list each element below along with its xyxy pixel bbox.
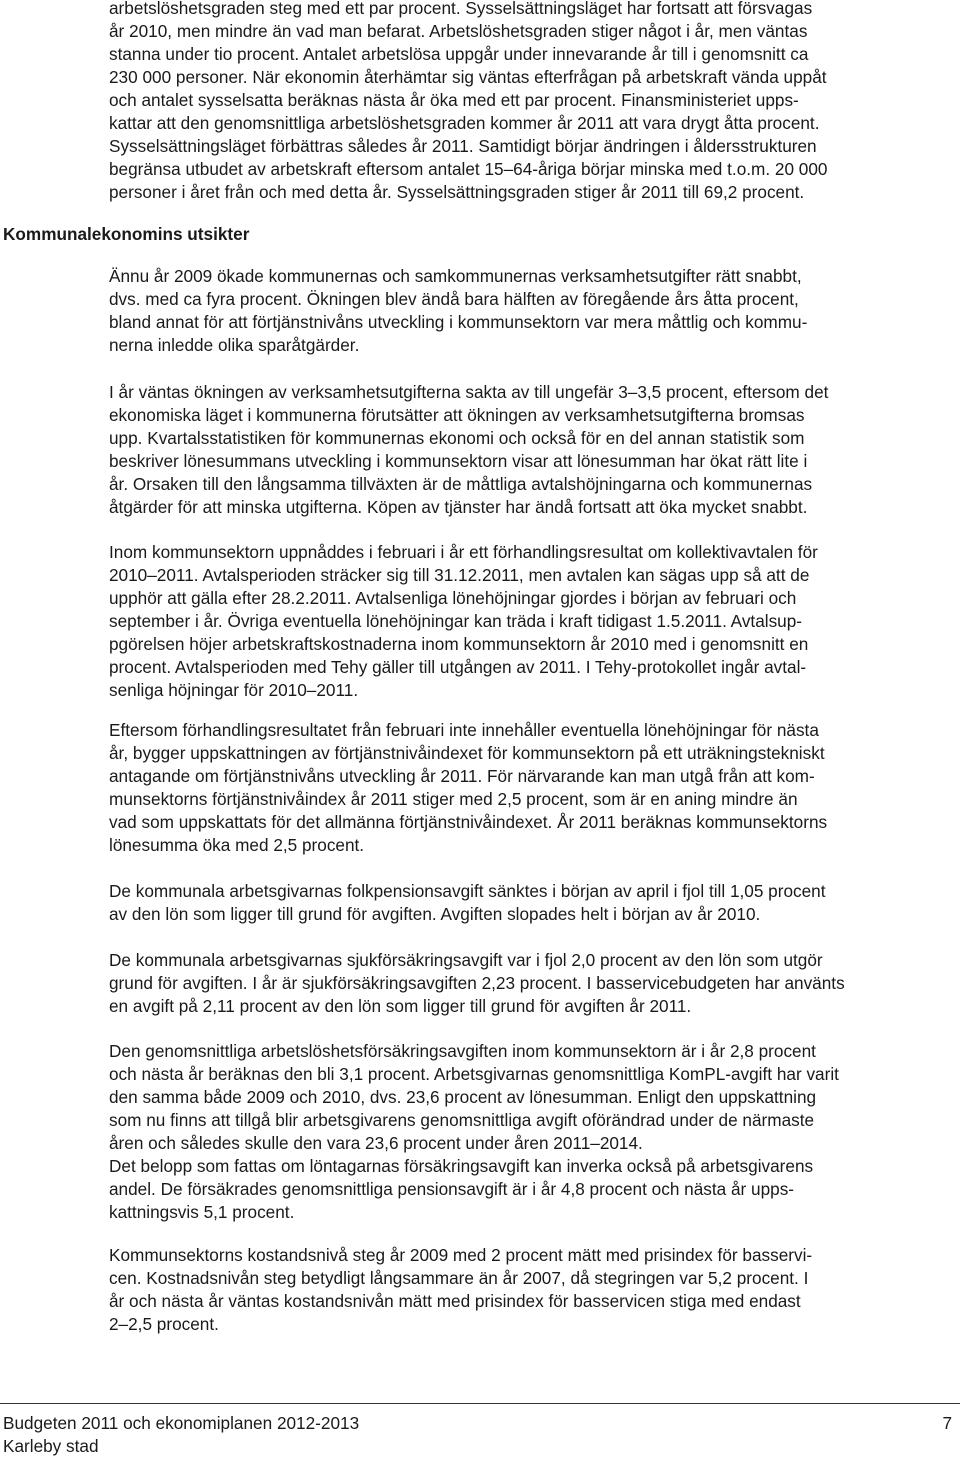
text-line: som nu finns att tillgå blir arbetsgivarens genomsnittliga avgift oförändrad under de närmaste xyxy=(109,1110,815,1130)
text-line: upphör att gälla efter 28.2.2011. Avtalsenliga lönehöjningar gjordes i början av februari och xyxy=(109,588,797,608)
text-line: senliga höjningar för 2010–2011. xyxy=(109,680,359,700)
footer-divider xyxy=(0,1403,960,1404)
paragraph-1 xyxy=(109,265,955,357)
text-line: ekonomiska läget i kommunerna förutsätter att ökningen av verksamhetsutgifterna bromsas xyxy=(109,405,805,425)
text-line: De kommunala arbetsgivarnas folkpensionsavgift sänktes i början av april i fjol till 1,05 procent xyxy=(109,881,826,901)
footer-org: Karleby stad xyxy=(3,1436,99,1456)
text-line: åtgärder för att minska utgifterna. Köpen av tjänster har ändå fortsatt att öka mycket snabbt. xyxy=(109,497,808,517)
text-line: Sysselsättningsläget förbättras således år 2011. Samtidigt börjar ändringen i åldersstrukturen xyxy=(109,136,817,156)
text-line: av den lön som ligger till grund för avgiften. Avgiften slopades helt i början av år 2010. xyxy=(109,904,761,924)
text-line: grund för avgiften. I år är sjukförsäkringsavgiften 2,23 procent. I basservicebudgeten har använts xyxy=(109,973,845,993)
text-line: år, bygger uppskattningen av förtjänstnivåindexet för kommunsektorn på ett uträkningstekniskt xyxy=(109,743,825,763)
text-line: och nästa år beräknas den bli 3,1 procent. Arbetsgivarnas genomsnittliga KomPL-avgift har varit xyxy=(109,1064,839,1084)
text-line: Kommunsektorns kostandsnivå steg år 2009 med 2 procent mätt med prisindex för basservi- xyxy=(109,1245,813,1265)
paragraph-4 xyxy=(109,719,955,857)
text-line: antagande om förtjänstnivåns utveckling år 2011. För närvarande kan man utgå från att kom- xyxy=(109,766,815,786)
text-line: nerna inledde olika sparåtgärder. xyxy=(109,335,360,355)
text-line: munsektorns förtjänstnivåindex år 2011 stiger med 2,5 procent, som är en aning mindre än xyxy=(109,789,798,809)
text-line: pgörelsen höjer arbetskraftskostnaderna inom kommunsektorn år 2010 med i genomsnitt en xyxy=(109,634,809,654)
text-line: Ännu år 2009 ökade kommunernas och samkommunernas verksamhetsutgifter rätt snabbt, xyxy=(109,266,802,286)
text-line: lönesumma öka med 2,5 procent. xyxy=(109,835,365,855)
text-line: procent. Avtalsperioden med Tehy gäller till utgången av 2011. I Tehy-protokollet ingår avtal- xyxy=(109,657,807,677)
text-line: cen. Kostnadsnivån steg betydligt långsammare än år 2007, då stegringen var 5,2 procent. I xyxy=(109,1268,809,1288)
footer xyxy=(3,1412,359,1458)
page-number: 7 xyxy=(942,1413,952,1433)
paragraph-2 xyxy=(109,381,955,519)
text-line: dvs. med ca fyra procent. Ökningen blev ändå bara hälften av föregående års åtta procent, xyxy=(109,289,799,309)
text-line: arbetslöshetsgraden steg med ett par procent. Sysselsättningsläget har fortsatt att försvagas xyxy=(109,0,813,18)
text-line: 2010–2011. Avtalsperioden sträcker sig till 31.12.2011, men avtalen kan sägas upp så att de xyxy=(109,565,810,585)
text-line: upp. Kvartalsstatistiken för kommunernas ekonomi och också för en del annan statistik som xyxy=(109,428,805,448)
text-line: 2–2,5 procent. xyxy=(109,1314,219,1334)
text-line: stanna under tio procent. Antalet arbetslösa uppgår under innevarande år till i genomsnitt ca xyxy=(109,44,809,64)
text-line: andel. De försäkrades genomsnittliga pensionsavgift är i år 4,8 procent och nästa år upps- xyxy=(109,1179,795,1199)
text-line: 230 000 personer. När ekonomin återhämtar sig väntas efterfrågan på arbetskraft vända uppåt xyxy=(109,67,827,87)
text-line: vad som uppskattats för det allmänna förtjänstnivåindexet. År 2011 beräknas kommunsektorns xyxy=(109,812,828,832)
footer-title: Budgeten 2011 och ekonomiplanen 2012-2013 xyxy=(3,1413,360,1433)
text-line: år och nästa år väntas kostandsnivån mätt med prisindex för basservicen stiga med endast xyxy=(109,1291,801,1311)
text-line: kattar att den genomsnittliga arbetslöshetsgraden kommer år 2011 att vara drygt åtta procent. xyxy=(109,113,820,133)
text-line: och antalet sysselsatta beräknas nästa år öka med ett par procent. Finansministeriet upps- xyxy=(109,90,799,110)
paragraph-6 xyxy=(109,949,955,1018)
intro-paragraph xyxy=(109,0,955,204)
section-heading: Kommunalekonomins utsikter xyxy=(3,224,250,244)
text-line: den samma både 2009 och 2010, dvs. 23,6 procent av lönesumman. Enligt den uppskattning xyxy=(109,1087,817,1107)
text-line: I år väntas ökningen av verksamhetsutgifterna sakta av till ungefär 3–3,5 procent, eftersom det xyxy=(109,382,829,402)
text-line: Det belopp som fattas om löntagarnas försäkringsavgift kan inverka också på arbetsgivarens xyxy=(109,1156,814,1176)
text-line: en avgift på 2,11 procent av den lön som ligger till grund för avgiften år 2011. xyxy=(109,996,692,1016)
paragraph-5 xyxy=(109,880,955,926)
text-line: Den genomsnittliga arbetslöshetsförsäkringsavgiften inom kommunsektorn är i år 2,8 procent xyxy=(109,1041,816,1061)
text-line: år 2010, men mindre än vad man befarat. Arbetslöshetsgraden stiger något i år, men väntas xyxy=(109,21,808,41)
paragraph-8 xyxy=(109,1244,955,1336)
text-line: september i år. Övriga eventuella lönehöjningar kan träda i kraft tidigast 1.5.2011. Avtalsup- xyxy=(109,611,803,631)
text-line: kattningsvis 5,1 procent. xyxy=(109,1202,295,1222)
text-line: personer i året från och med detta år. Sysselsättningsgraden stiger år 2011 till 69,2 procent. xyxy=(109,182,805,202)
paragraph-3 xyxy=(109,541,955,702)
text-line: åren och således skulle den vara 23,6 procent under åren 2011–2014. xyxy=(109,1133,643,1153)
text-line: bland annat för att förtjänstnivåns utveckling i kommunsektorn var mera måttlig och kommu- xyxy=(109,312,808,332)
paragraph-7 xyxy=(109,1040,955,1224)
text-line: begränsa utbudet av arbetskraft eftersom antalet 15–64-åriga börjar minska med t.o.m. 20 000 xyxy=(109,159,828,179)
text-line: De kommunala arbetsgivarnas sjukförsäkringsavgift var i fjol 2,0 procent av den lön som utgör xyxy=(109,950,823,970)
text-line: Inom kommunsektorn uppnåddes i februari i år ett förhandlingsresultat om kollektivavtalen för xyxy=(109,542,818,562)
text-line: Eftersom förhandlingsresultatet från februari inte innehåller eventuella lönehöjningar för nästa xyxy=(109,720,819,740)
text-line: år. Orsaken till den långsamma tillväxten är de måttliga avtalshöjningarna och kommunernas xyxy=(109,474,813,494)
text-line: beskriver lönesummans utveckling i kommunsektorn visar att lönesumman har ökat rätt lite i xyxy=(109,451,808,471)
